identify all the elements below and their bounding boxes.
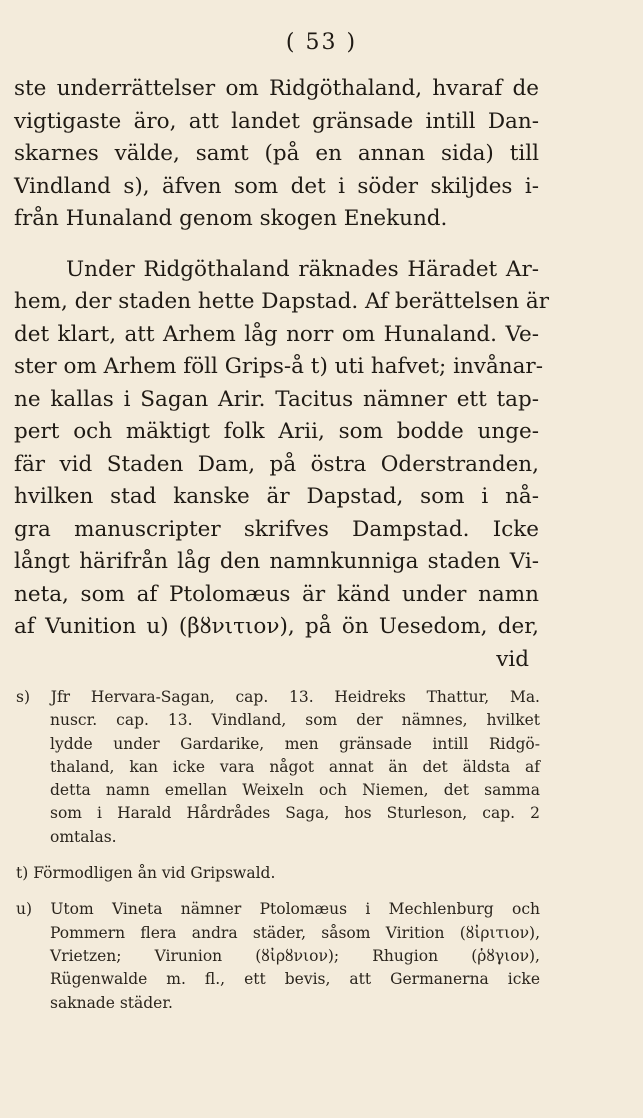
footnote-line: Rügenwalde m. fl., ett bevis, att Germanerna icke [50,970,540,989]
footnote-line: lydde under Gardarike, men gränsade intill Ridgö- [50,734,540,753]
footnote-line: s) Jfr Hervara-Sagan, cap. 13. Heidreks Thattur, Ma. [16,688,540,706]
footnote-line: nuscr. cap. 13. Vindland, som der nämnes, hvilket [50,711,540,730]
footnote-line: Pommern flera andra städer, såsom Virition (ȣἰριτιον), [50,923,540,942]
text-line: det klart, att Arhem låg norr om Hunaland. Ve- [14,321,539,347]
footnote-line: u) Utom Vineta nämner Ptolomæus i Mechlenburg och [16,900,540,919]
text-line: långt härifrån låg den namnkunniga staden Vi- [14,549,539,574]
text-line: hvilken stad kanske är Dapstad, som i nå- [14,484,539,509]
page-number: ( 53 ) [285,30,358,55]
text-line: af Vunition u) (βȣνιτιον), på ön Uesedom, der, [14,614,539,639]
text-line: ster om Arhem föll Grips-å t) uti hafvet; invånar- [14,354,543,379]
footnotes [16,686,540,1015]
text-line: ne kallas i Sagan Arir. Tacitus nämner ett tap- [14,386,539,412]
text-line: neta, som af Ptolomæus är känd under namn [14,581,539,607]
text-line: ste underrättelser om Ridgöthaland, hvaraf de [14,76,539,101]
footnote-line: t) Förmodligen ån vid Gripswald. [16,864,276,883]
text-line: vigtigaste äro, att landet gränsade intill Dan- [14,108,539,134]
footnote-line: som i Harald Hårdrådes Saga, hos Sturleson, cap. 2 [50,804,540,823]
text-line: pert och mäktigt folk Arii, som bodde unge- [14,419,539,444]
footnote-line: detta namn emellan Weixeln och Niemen, det samma [50,781,540,800]
footnote-line: saknade städer. [50,993,173,1012]
footnote-line: thaland, kan icke vara något annat än det äldsta af [50,757,540,776]
text-line: fär vid Staden Dam, på östra Oderstranden, [14,451,539,477]
text-line: skarnes välde, samt (på en annan sida) till [14,141,539,166]
text-line: gra manuscripter skrifves Dampstad. Icke [14,516,539,542]
text-line: Under Ridgöthaland räknades Häradet Ar- [66,256,539,282]
text-line: från Hunaland genom skogen Enekund. [14,206,448,231]
main-text [14,73,549,676]
catchword: vid [496,646,529,672]
footnote-line: Vrietzen; Virunion (ȣἰρȣνιον); Rhugion (ῥȣγιον), [50,946,540,965]
footnote-line: omtalas. [50,827,117,846]
text-line: Vindland s), äfven som det i söder skiljdes i- [14,173,539,199]
text-line: hem, der staden hette Dapstad. Af berättelsen är [14,289,549,314]
